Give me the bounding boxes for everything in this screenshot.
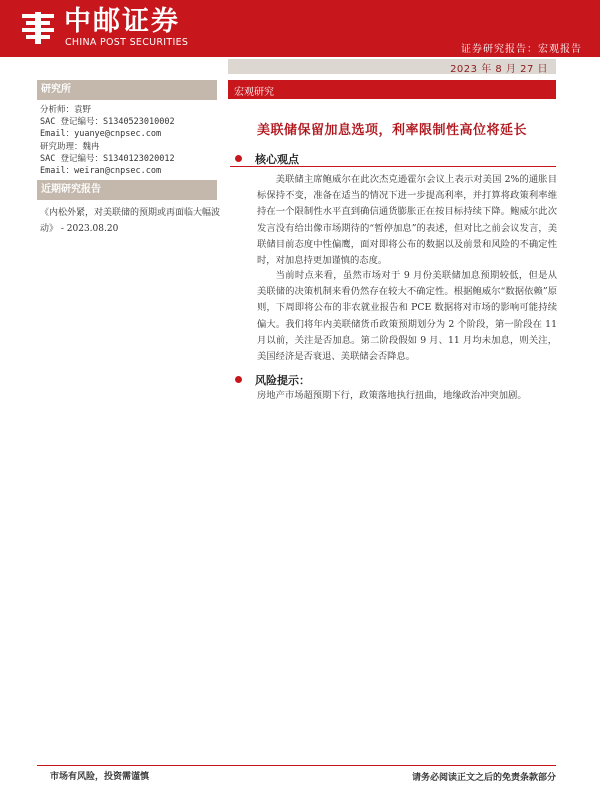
recent-report-link[interactable]: 《内松外紧，对美联储的预期或再面临大幅波动》 - 2023.08.20 <box>40 208 221 234</box>
core-view-paragraph-2: 当前时点来看，虽然市场对于 9 月份美联储加息预期较低，但是从美联储的决策机制来看仍然存在较大不确定性。根据鲍威尔“数据依赖”原则，下周即将公布的非农就业报告和 PCE 数据将对市场的影响可能持续偏大。我们将年内美联储货币政策预期划分为 2 个阶段，第一阶段在 11 月以前，关注是否加息。第二阶段假如 9 月、11 月均未加息，则关注，美国经济是否衰退、美联储会否降息。 <box>257 270 557 363</box>
logo-english-name: CHINA POST SECURITIES <box>65 37 189 48</box>
section-divider <box>230 166 556 167</box>
logo-chinese-name: 中邮证券 <box>64 6 180 37</box>
analyst-email[interactable]: Email：yuanye@cnpsec.com <box>40 129 162 140</box>
page-header <box>0 0 600 57</box>
analyst-info <box>40 104 175 177</box>
risk-text: 房地产市场超预期下行，政策落地执行扭曲，地缘政治冲突加剧。 <box>257 390 527 401</box>
assistant-name: 研究助理：魏冉 <box>40 141 100 152</box>
category-label: 宏观研究 <box>234 87 274 98</box>
assistant-email[interactable]: Email：weiran@cnpsec.com <box>40 166 162 177</box>
date-bar <box>228 59 556 74</box>
assistant-sac: SAC 登记编号：S1340123020012 <box>40 153 175 164</box>
category-bar <box>228 80 556 99</box>
report-type: 证券研究报告：宏观报告 <box>461 44 582 55</box>
bullet-icon <box>235 376 242 383</box>
core-view-paragraph-1: 美联储主席鲍威尔在此次杰克逊霍尔会议上表示对美国 2%的通胀目标保持不变，准备在适当的情况下进一步提高利率，并打算将政策利率维持在一个限制性水平直到确信通货膨胀正在按目标持续下降。鲍威尔此次发言没有给出像市场期待的“暂停加息”的表述，但对比之前会议发言，美联储目前态度中性偏鹰，面对即将公布的数据以及前景和风险的不确定性时，对加息持更加谨慎的态度。 <box>257 174 557 267</box>
company-logo <box>18 6 208 52</box>
recent-reports-header: 近期研究报告 <box>37 180 217 200</box>
core-view-label: 核心观点 <box>255 153 299 166</box>
footer-divider <box>37 765 556 766</box>
analyst-sac: SAC 登记编号：S1340523010002 <box>40 117 175 128</box>
footer-disclaimer-left: 市场有风险，投资需谨慎 <box>50 772 150 782</box>
footer-disclaimer-right: 请务必阅读正文之后的免责条款部分 <box>411 773 556 783</box>
risk-label: 风险提示： <box>255 374 310 387</box>
research-team-header: 研究所 <box>37 80 217 100</box>
china-post-logo-icon <box>18 8 58 48</box>
bullet-icon <box>235 155 242 162</box>
report-title: 美联储保留加息选项，利率限制性高位将延长 <box>256 123 527 138</box>
analyst-name: 分析师：袁野 <box>40 105 92 115</box>
report-date: 2023 年 8 月 27 日 <box>450 64 548 75</box>
